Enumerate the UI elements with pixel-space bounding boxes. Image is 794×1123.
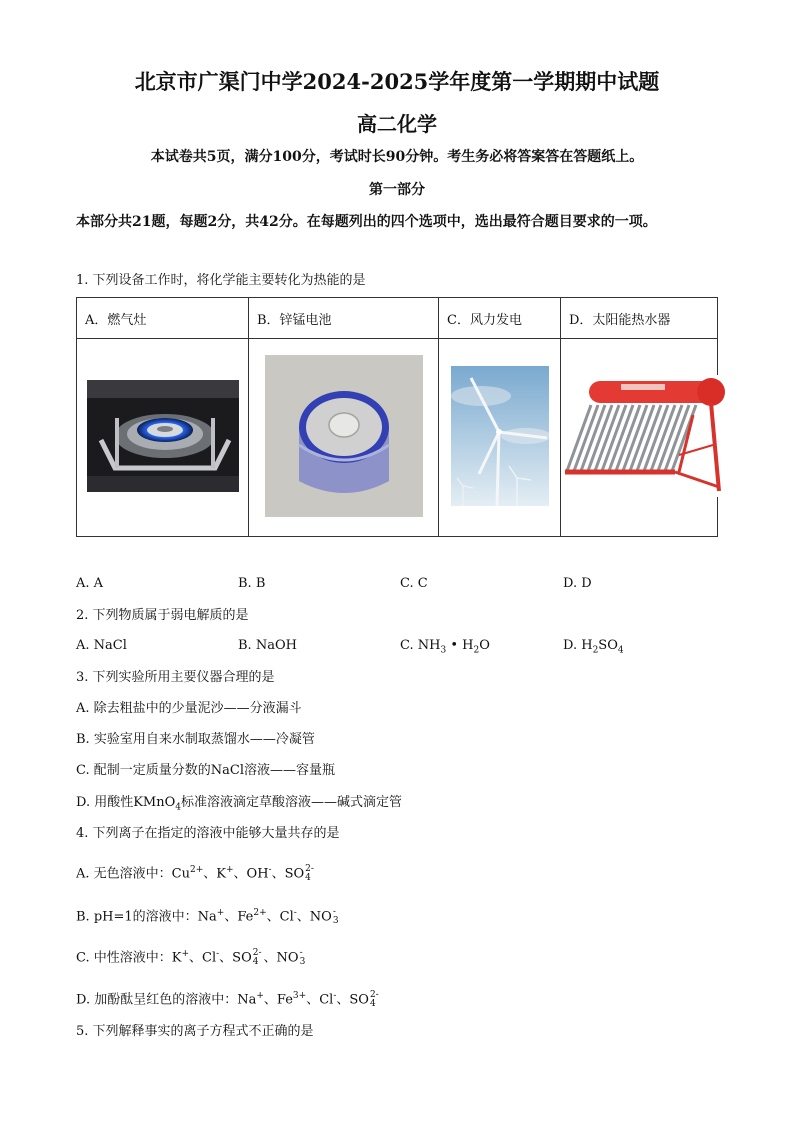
part-title: 第一部分	[369, 182, 425, 198]
gas-stove-image	[87, 380, 239, 492]
q4-option-c[interactable]: C. 中性溶液中：K+、Cl-、SO 2- 4 、NO - 3	[76, 947, 306, 967]
solar-water-heater-image	[561, 375, 733, 497]
q2-stem: 2. 下列物质属于弱电解质的是	[76, 608, 249, 623]
q2-option-c[interactable]: C. $NH_3$ • $H_2O$	[400, 638, 490, 656]
q2-option-b[interactable]: B. NaOH	[238, 638, 297, 653]
wind-turbine-image	[451, 366, 549, 506]
part-intro: 本部分共21题，每题2分，共42分。在每题列出的四个选项中，选出最符合题目要求的一项。	[76, 214, 657, 230]
exam-title: 北京市广渠门中学2024-2025学年度第一学期期中试题	[134, 69, 660, 94]
q3-option-d[interactable]: D. 用酸性KMnO$_4$标准溶液滴定草酸溶液——碱式滴定管	[76, 795, 403, 813]
q3-stem: 3. 下列实验所用主要仪器合理的是	[76, 670, 275, 685]
q5-stem: 5. 下列解释事实的离子方程式不正确的是	[76, 1024, 314, 1039]
q2-option-d[interactable]: D. $H_2SO_4$	[563, 638, 624, 656]
q1-image-cell-a	[77, 339, 249, 537]
q1-image-cell-d	[561, 339, 718, 537]
q1-header-d: D．太阳能热水器	[561, 298, 718, 339]
q1-header-a: A．燃气灶	[77, 298, 249, 339]
q3-option-b[interactable]: B. 实验室用自来水制取蒸馏水——冷凝管	[76, 732, 315, 747]
q4-stem: 4. 下列离子在指定的溶液中能够大量共存的是	[76, 826, 340, 841]
q1-header-c: C．风力发电	[439, 298, 561, 339]
q1-option-c[interactable]: C. C	[400, 576, 428, 591]
q1-stem: 1. 下列设备工作时，将化学能主要转化为热能的是	[76, 273, 366, 288]
subject-title: 高二化学	[357, 112, 437, 136]
q1-device-table	[76, 297, 718, 537]
q3-option-c[interactable]: C. 配制一定质量分数的NaCl溶液——容量瓶	[76, 763, 335, 778]
q4-option-d[interactable]: D. 加酚酞呈红色的溶液中：Na+、$Fe^{3+}$、Cl-、SO 2- 4	[76, 989, 379, 1009]
q1-option-d[interactable]: D. D	[563, 576, 592, 591]
zinc-manganese-battery-image	[265, 355, 423, 517]
q1-option-b[interactable]: B. B	[238, 576, 266, 591]
q3-option-a[interactable]: A. 除去粗盐中的少量泥沙——分液漏斗	[76, 701, 302, 716]
q1-header-b: B．锌锰电池	[249, 298, 439, 339]
exam-instructions: 本试卷共5页，满分100分，考试时长90分钟。考生务必将答案答在答题纸上。	[150, 149, 644, 165]
q1-image-cell-c	[439, 339, 561, 537]
q4-option-b[interactable]: B. pH=1的溶液中：Na+、$Fe^{2+}$、Cl-、NO - 3	[76, 906, 339, 926]
q1-option-a[interactable]: A. A	[76, 576, 104, 591]
q1-image-cell-b	[249, 339, 439, 537]
q2-option-a[interactable]: A. NaCl	[76, 638, 127, 653]
q4-option-a[interactable]: A. 无色溶液中：$Cu^{2+}$、K+、OH-、SO 2- 4	[76, 863, 314, 883]
